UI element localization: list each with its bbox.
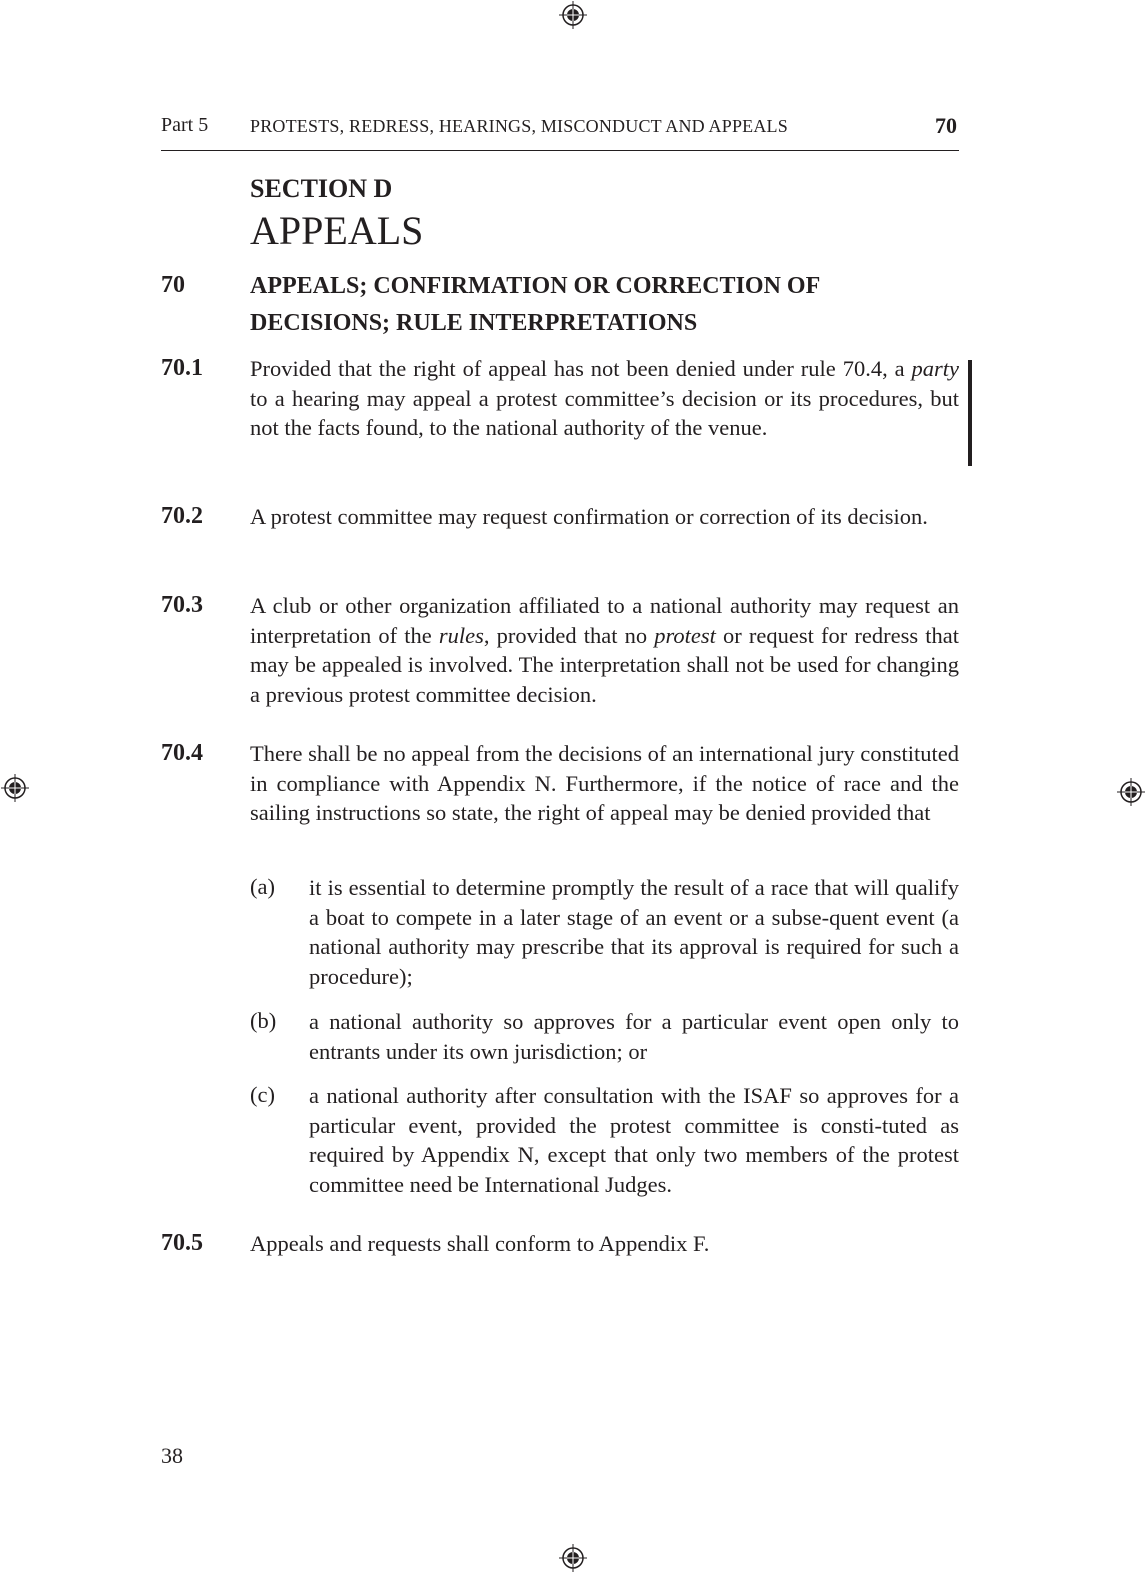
- page-number: 38: [161, 1443, 183, 1468]
- paragraph-number-70-5: 70.5: [161, 1230, 203, 1256]
- term-rules: rules: [438, 622, 484, 648]
- list-item-a: it is essential to determine promptly the result of a race that will qualify a boat to compete in a later stage of an event or a subse-quent event (a national authority may prescribe that its approval is required for such a procedure);: [309, 875, 959, 990]
- paragraph-70-3-text-c: or request for redress that may be appealed is involved. The interpretation shall not be used for changing a previous protest committee decision.: [250, 622, 959, 708]
- paragraph-70-4: There shall be no appeal from the decisions of an international jury constituted in compliance with Appendix N. Furthermore, if the notice of race and the sailing instructions so state, the right of appeal may be denied provided that: [250, 741, 959, 826]
- paragraph-70-3-text-b: , provided that no: [483, 622, 655, 648]
- term-protest: protest: [654, 622, 716, 648]
- running-header: [161, 114, 959, 151]
- paragraph-number-70-4: 70.4: [161, 740, 203, 766]
- registration-mark-icon: [1117, 778, 1145, 806]
- rule-title: APPEALS; CONFIRMATION OR CORRECTION OF DECISIONS; RULE INTERPRETATIONS: [250, 273, 820, 336]
- paragraph-70-2: A protest committee may request confirmation or correction of its decision.: [250, 504, 928, 529]
- paragraph-70-1-text-a: Provided that the right of appeal has not been denied under rule 70.4, a: [250, 356, 912, 381]
- list-item-label-b: (b): [250, 1008, 277, 1033]
- list-item-b: a national authority so approves for a particular event open only to entrants under its own jurisdiction; or: [309, 1009, 959, 1064]
- paragraph-70-3: [250, 591, 959, 710]
- paragraph-number-70-3: 70.3: [161, 592, 203, 618]
- paragraph-70-1: [250, 354, 959, 443]
- header-rule-number: 70: [935, 113, 957, 138]
- paragraph-70-3-text-a: A club or other organization affiliated to a national authority may request an interpretation of the: [250, 593, 959, 648]
- list-item-label-a: (a): [250, 874, 275, 899]
- term-party: party: [911, 356, 959, 381]
- list-item-c: a national authority after consultation with the ISAF so approves for a particular event, provided the protest committee is consti-tuted as required by Appendix N, except that only two members of the protest committee need be International Judges.: [309, 1083, 959, 1198]
- header-part: Part 5: [161, 114, 209, 136]
- section-label: SECTION D: [250, 174, 393, 203]
- paragraph-70-5: Appeals and requests shall conform to Appendix F.: [250, 1231, 710, 1256]
- registration-mark-icon: [1, 774, 29, 802]
- section-title: APPEALS: [250, 208, 424, 253]
- paragraph-70-1-text-b: to a hearing may appeal a protest committee’s decision or its procedures, but not the facts found, to the national authority of the venue.: [250, 385, 959, 441]
- paragraph-number-70-1: 70.1: [161, 355, 203, 381]
- header-title: PROTESTS, REDRESS, HEARINGS, MISCONDUCT AND APPEALS: [250, 116, 788, 136]
- list-item-label-c: (c): [250, 1082, 275, 1107]
- registration-mark-icon: [559, 1, 587, 29]
- registration-mark-icon: [559, 1544, 587, 1572]
- paragraph-number-70-2: 70.2: [161, 503, 203, 529]
- rule-number: 70: [161, 272, 185, 298]
- change-bar: [968, 360, 972, 466]
